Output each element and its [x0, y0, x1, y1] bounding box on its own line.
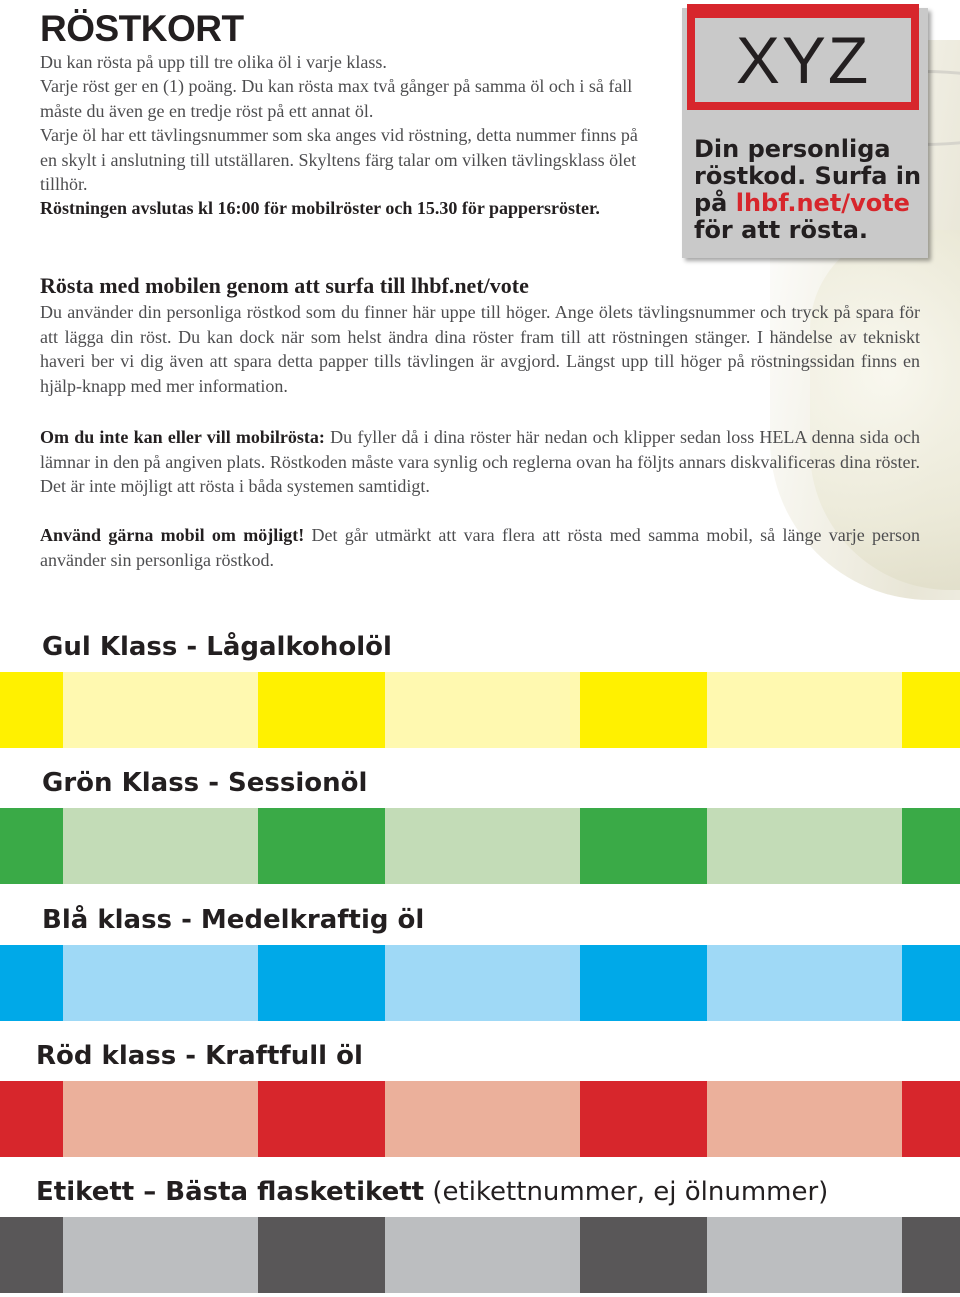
- vote-field-dark[interactable]: [580, 1081, 707, 1157]
- vote-field-dark[interactable]: [258, 1081, 385, 1157]
- class-heading-blue: Blå klass - Medelkraftig öl: [42, 905, 425, 935]
- vote-stripe-red: [0, 1081, 960, 1157]
- vote-field-light[interactable]: [63, 1217, 258, 1293]
- vote-code-box: [682, 8, 928, 258]
- class-heading-red: Röd klass - Kraftfull öl: [36, 1041, 363, 1071]
- vote-field-dark[interactable]: [258, 808, 385, 884]
- intro-text: [40, 50, 650, 221]
- vote-field-light[interactable]: [707, 945, 902, 1021]
- paper-vote-text: Du fyller då i dina röster här nedan och klipper sedan loss HELA denna sida och lämnar in den på angiven plats. Röstkoden måste vara synlig och reglerna ovan ha följts annars diskvalificeras dina röster. Det är inte möjligt att rösta i båda systemen samtidigt.: [40, 427, 920, 497]
- class-heading-label-note: (etikettnummer, ej ölnummer): [424, 1177, 829, 1207]
- vote-field-dark[interactable]: [0, 1081, 63, 1157]
- deadline-text: Röstningen avslutas kl 16:00 för mobilröster och 15.30 för pappersröster.: [40, 198, 600, 219]
- vote-stripe-yellow: [0, 672, 960, 748]
- vote-field-light[interactable]: [63, 672, 258, 748]
- vote-field-dark[interactable]: [580, 1217, 707, 1293]
- vote-field-light[interactable]: [385, 945, 580, 1021]
- vote-field-light[interactable]: [385, 1081, 580, 1157]
- vote-field-light[interactable]: [707, 808, 902, 884]
- vote-field-dark[interactable]: [902, 945, 960, 1021]
- vote-link[interactable]: lhbf.net/vote: [735, 189, 910, 217]
- vote-field-light[interactable]: [385, 808, 580, 884]
- vote-field-light[interactable]: [707, 1081, 902, 1157]
- vote-field-dark[interactable]: [258, 1217, 385, 1293]
- vote-field-dark[interactable]: [580, 945, 707, 1021]
- vote-stripe-green: [0, 808, 960, 884]
- page-title: RÖSTKORT: [40, 8, 244, 49]
- vote-field-dark[interactable]: [0, 808, 63, 884]
- vote-stripe-label: [0, 1217, 960, 1293]
- vote-field-light[interactable]: [707, 1217, 902, 1293]
- class-heading-green: Grön Klass - Sessionöl: [42, 768, 368, 798]
- vote-stripe-blue: [0, 945, 960, 1021]
- class-heading-label: [36, 1177, 828, 1207]
- prefer-mobile-text: Det går utmärkt att vara flera att rösta med samma mobil, så länge varje person använder sin personliga röstkod.: [40, 525, 920, 570]
- vote-field-dark[interactable]: [902, 1081, 960, 1157]
- paper-vote-section: [40, 425, 920, 499]
- vote-code-text: Din personliga röstkod. Surfa in på: [694, 135, 922, 217]
- vote-field-dark[interactable]: [902, 1217, 960, 1293]
- class-heading-label-main: Etikett – Bästa flasketikett: [36, 1177, 425, 1207]
- vote-field-light[interactable]: [63, 1081, 258, 1157]
- mobile-vote-text: Du använder din personliga röstkod som du finner här uppe till höger. Ange ölets tävlingsnummer och tryck på spara för att lägga din röst. Du kan dock när som helst ändra dina röster fram till att röstningen stänger. I händelse av tekniskt haveri ber vi dig även att spara detta papper tills tävlingen är avgjord. Längst upp till höger på röstningssidan finns en hjälp-knapp med mer information.: [40, 302, 920, 396]
- vote-field-light[interactable]: [63, 945, 258, 1021]
- class-heading-yellow: Gul Klass - Lågalkoholöl: [42, 632, 392, 662]
- vote-field-dark[interactable]: [902, 808, 960, 884]
- vote-field-dark[interactable]: [0, 945, 63, 1021]
- vote-field-light[interactable]: [385, 672, 580, 748]
- vote-code-frame: [687, 4, 919, 110]
- vote-field-light[interactable]: [707, 672, 902, 748]
- mobile-vote-section: [40, 300, 920, 398]
- vote-field-dark[interactable]: [0, 1217, 63, 1293]
- vote-field-dark[interactable]: [258, 672, 385, 748]
- prefer-mobile-section: [40, 523, 920, 572]
- paper-vote-lead: Om du inte kan eller vill mobilrösta:: [40, 427, 325, 447]
- vote-field-dark[interactable]: [580, 808, 707, 884]
- vote-field-dark[interactable]: [580, 672, 707, 748]
- vote-field-light[interactable]: [385, 1217, 580, 1293]
- prefer-mobile-lead: Använd gärna mobil om möjligt!: [40, 525, 305, 545]
- vote-field-dark[interactable]: [258, 945, 385, 1021]
- intro-line: Du kan rösta på upp till tre olika öl i varje klass.: [40, 52, 387, 72]
- vote-code: XYZ: [695, 18, 911, 102]
- vote-field-dark[interactable]: [0, 672, 63, 748]
- vote-code-text-end: för att rösta.: [694, 216, 869, 244]
- vote-field-light[interactable]: [63, 808, 258, 884]
- vote-field-dark[interactable]: [902, 672, 960, 748]
- intro-line: Varje röst ger en (1) poäng. Du kan rösta max två gånger på samma öl och i så fall måste du även ge en tredje röst på ett annat öl.: [40, 76, 633, 121]
- mobile-vote-heading: Rösta med mobilen genom att surfa till lhbf.net/vote: [40, 273, 529, 298]
- intro-line: Varje öl har ett tävlingsnummer som ska anges vid röstning, detta nummer finns på en skylt i anslutning till utställaren. Skyltens färg talar om vilken tävlingsklass ölet tillhör.: [40, 125, 638, 195]
- vote-code-instructions: [694, 136, 922, 244]
